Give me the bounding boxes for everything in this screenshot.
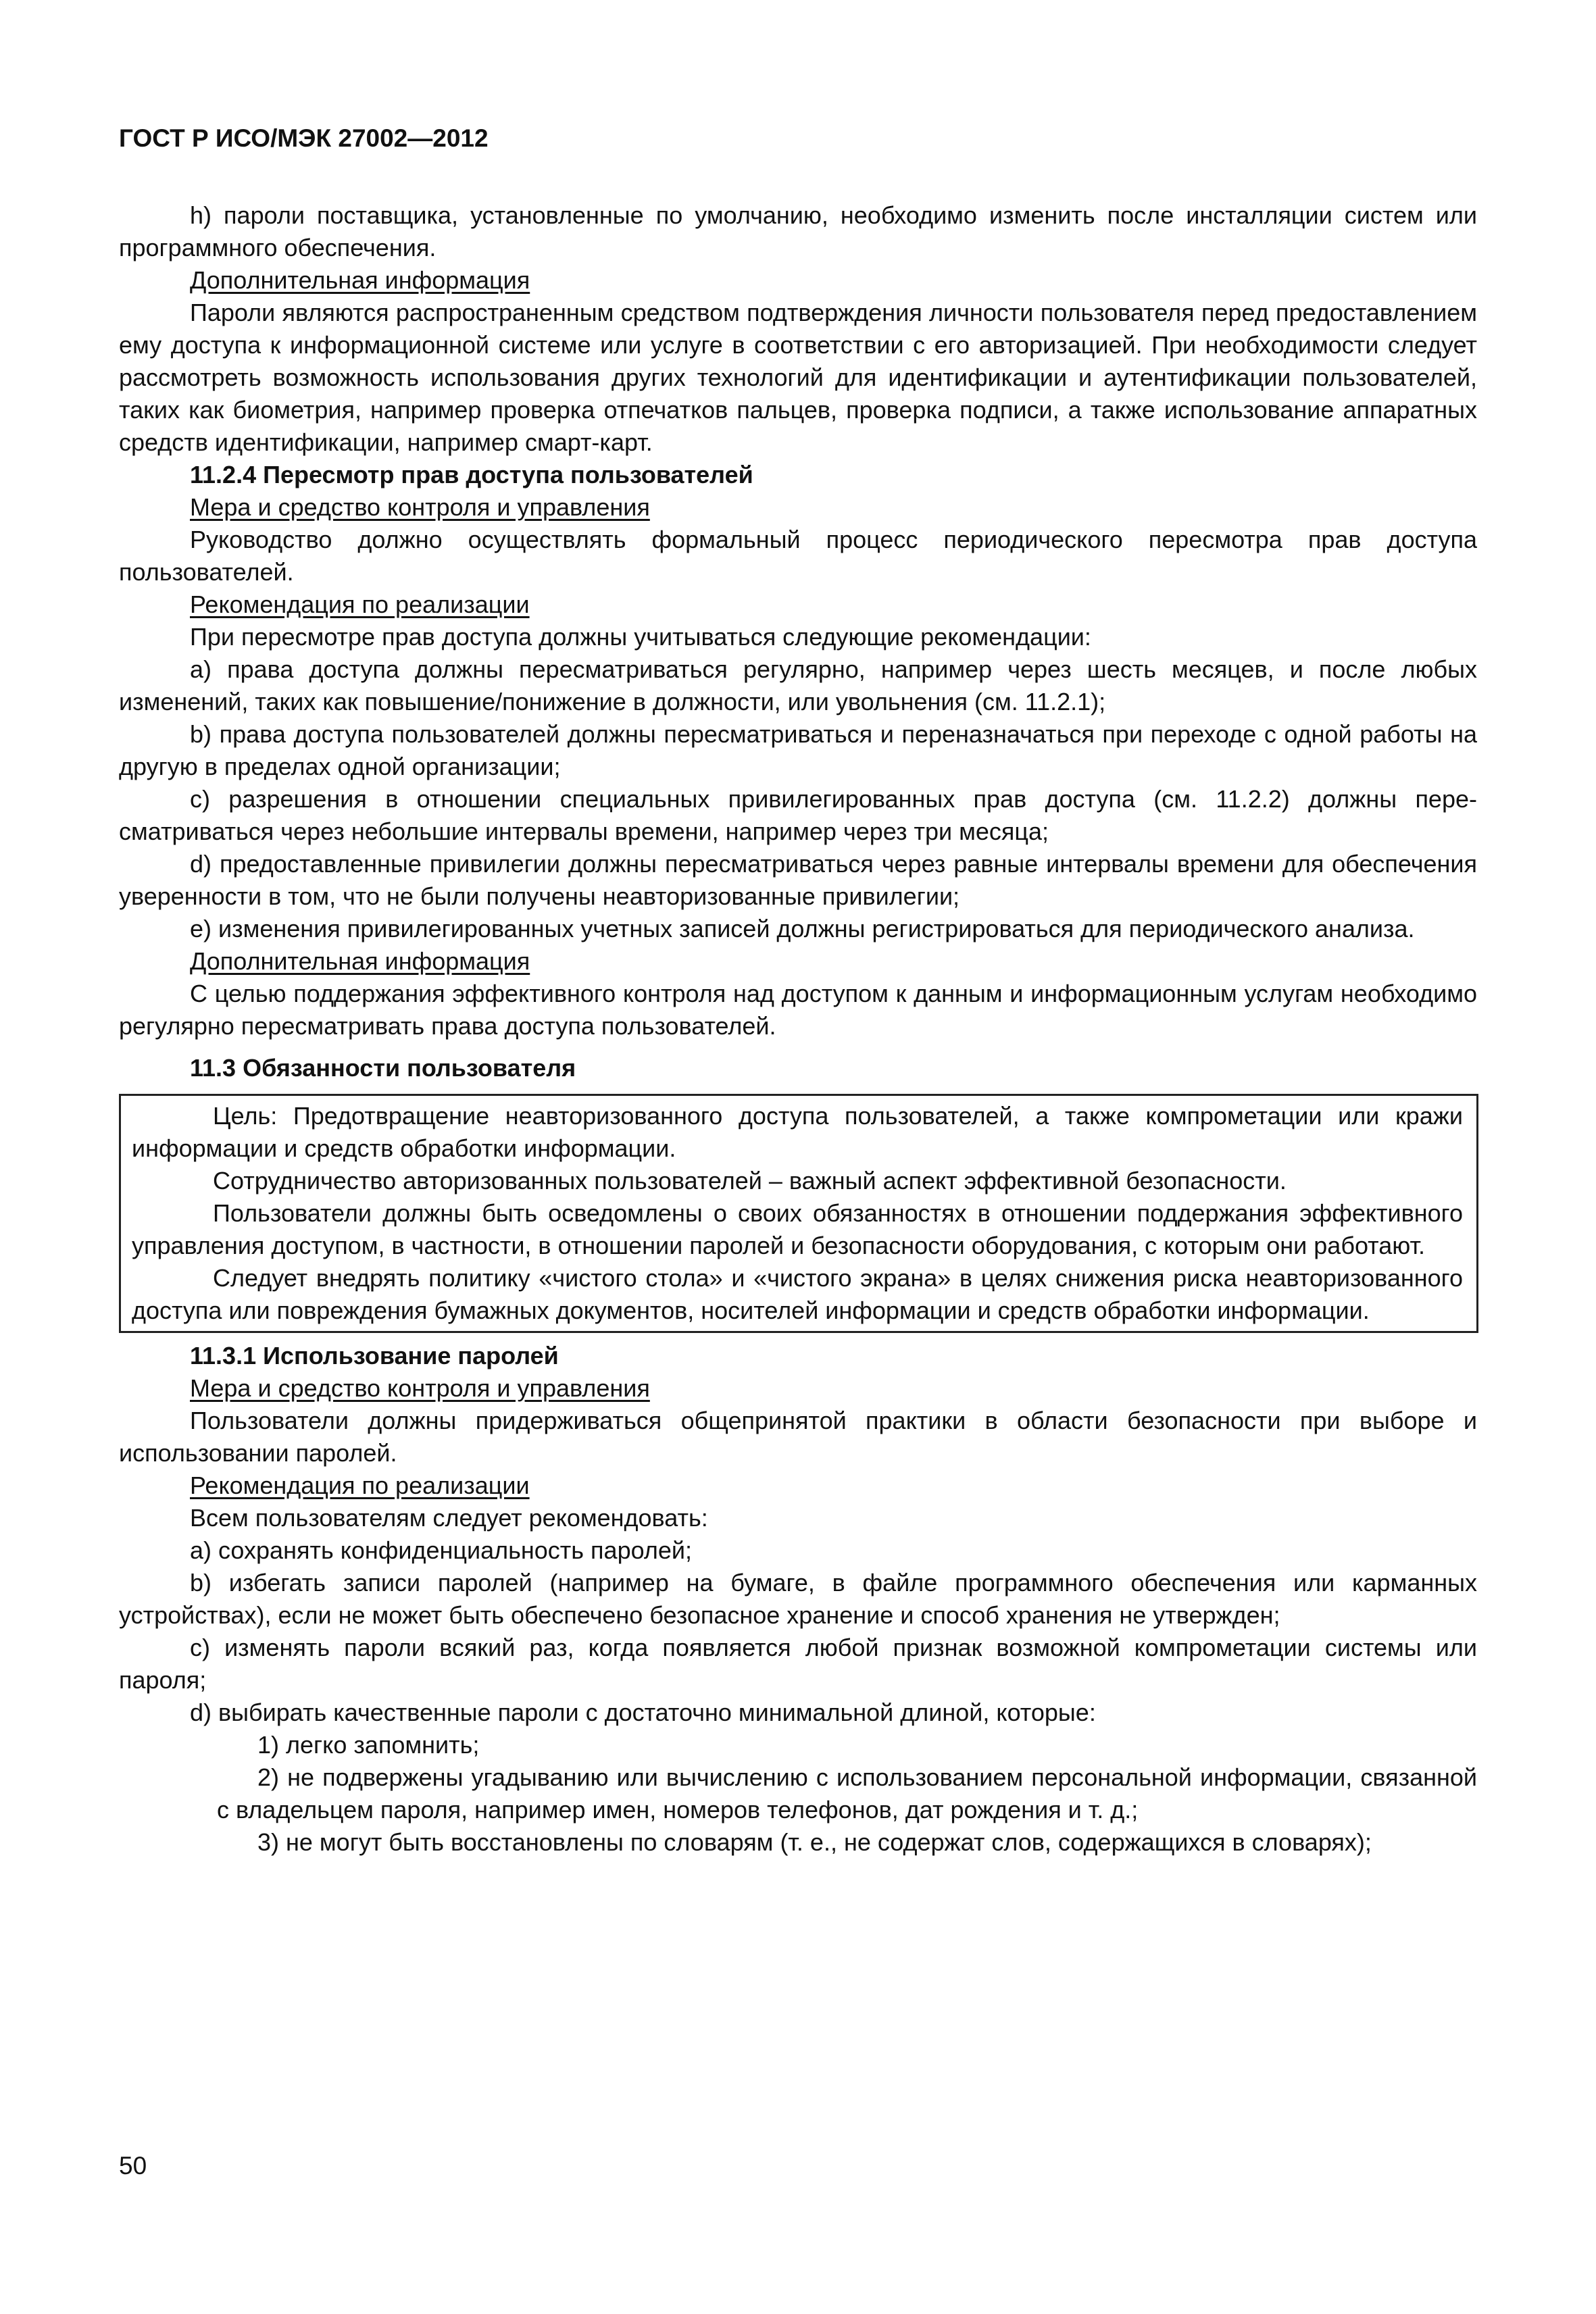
- box-paragraph-awareness: Пользователи должны быть осведомлены о своих обязанностях в отношении поддержания эффективного управления доступом, в частности, в отношении паролей и безопасности оборудования, с которым они работают.: [132, 1199, 1463, 1259]
- additional-info-label: [119, 945, 1477, 978]
- implementation-label-text: Рекомендация по реализации: [190, 590, 530, 618]
- paragraph-control-11-2-4: Руководство должно осуществлять формальный процесс периодического пересмотра прав доступа пользователей.: [119, 526, 1477, 586]
- section-heading-11-3-1: 11.3.1 Использование паролей: [190, 1342, 559, 1369]
- list-item-d: d) выбирать качественные пароли с достаточно минимальной длиной, которые:: [190, 1699, 1096, 1726]
- sublist-item-1: 1) легко запомнить;: [257, 1731, 480, 1759]
- section-heading-11-3: 11.3 Обязанности пользователя: [190, 1054, 576, 1082]
- box-paragraph-objective: Цель: Предотвращение неавторизованного доступа пользователей, а также компрометации или кражи информации и средств обработки информации.: [132, 1102, 1463, 1162]
- list-item-c: c) разрешения в отношении специальных привилегированных прав доступа (см. 11.2.2) должны пересматриваться через небольшие интервалы времени, например через три месяца;: [119, 785, 1477, 845]
- list-item-d: d) предоставленные привилегии должны пересматриваться через равные интервалы времени для обеспечения уверенности в том, что не были получены неавторизованные привилегии;: [119, 850, 1477, 910]
- objective-box: [119, 1094, 1478, 1333]
- control-label: [119, 1372, 1477, 1405]
- paragraph-item-h: h) пароли поставщика, установленные по умолчанию, необходимо изменить после инсталляции систем или программного обеспечения.: [119, 201, 1477, 261]
- list-item-b: b) избегать записи паролей (например на бумаге, в файле программного обеспечения или карманных устройствах), если не может быть обеспечено безопасное хранение и способ хранения не утвержден;: [119, 1569, 1477, 1629]
- additional-info-label-text: Дополнительная информация: [190, 266, 530, 294]
- sublist-item-2: 2) не подвержены угадыванию или вычислению с использованием персональной информации, связанной с владельцем пароля, например имен, номеров телефонов, дат рождения и т. д.;: [217, 1763, 1477, 1823]
- page-number: 50: [119, 2152, 147, 2180]
- paragraph-additional-info-1: Пароли являются распространенным средством подтверждения личности пользователя перед предоставлением ему доступа к информационной системе или услуге в соответствии с его авторизацией. При необходимости следует рассмотреть возможность использования других технологий для идентификации и аутентификации пользователей, таких как биометрия, например проверка отпечатков пальцев, проверка подписи, а также использование аппаратных средств идентификации, например смарт-карт.: [119, 299, 1477, 456]
- list-item-e: e) изменения привилегированных учетных записей должны регистрироваться для периодического анализа.: [190, 915, 1415, 942]
- list-item-a: a) сохранять конфиденциальность паролей;: [190, 1536, 692, 1564]
- document-header: ГОСТ Р ИСО/МЭК 27002—2012: [119, 124, 489, 152]
- additional-info-label: [119, 264, 1477, 297]
- control-label: [119, 491, 1477, 524]
- paragraph-control-11-3-1: Пользователи должны придерживаться общепринятой практики в области безопасности при выборе и использовании паролей.: [119, 1407, 1477, 1467]
- control-label-text: Мера и средство контроля и управления: [190, 1374, 650, 1402]
- list-item-a: a) права доступа должны пересматриваться регулярно, например через шесть месяцев, и после любых изменений, таких как повышение/понижение в должности, или увольнения (см. 11.2.1);: [119, 655, 1477, 715]
- paragraph-impl-intro-11-2-4: При пересмотре прав доступа должны учитываться следующие рекомендации:: [190, 623, 1091, 651]
- list-item-b: b) права доступа пользователей должны пересматриваться и переназначаться при переходе с одной работы на другую в пределах одной организации;: [119, 720, 1477, 780]
- implementation-label: [119, 588, 1477, 621]
- implementation-label: [119, 1469, 1477, 1502]
- section-heading-11-2-4: 11.2.4 Пересмотр прав доступа пользователей: [190, 461, 753, 488]
- box-paragraph-cooperation: Сотрудничество авторизованных пользователей – важный аспект эффективной безопасности.: [213, 1167, 1287, 1194]
- box-paragraph-clean-desk: Следует внедрять политику «чистого стола» и «чистого экрана» в целях снижения риска неавторизованного доступа или повреждения бумажных документов, носителей информации и средств обработки информации.: [132, 1264, 1463, 1324]
- list-item-c: c) изменять пароли всякий раз, когда появляется любой признак возможной компрометации системы или пароля;: [119, 1634, 1477, 1694]
- document-body: [119, 199, 1477, 1859]
- paragraph-impl-intro-11-3-1: Всем пользователям следует рекомендовать:: [190, 1504, 708, 1532]
- implementation-label-text: Рекомендация по реализации: [190, 1472, 530, 1499]
- control-label-text: Мера и средство контроля и управления: [190, 493, 650, 521]
- additional-info-label-text: Дополнительная информация: [190, 947, 530, 975]
- paragraph-additional-info-2: С целью поддержания эффективного контроля над доступом к данным и информационным услугам необходимо регулярно пересматривать права доступа пользователей.: [119, 980, 1477, 1040]
- sublist-item-3: 3) не могут быть восстановлены по словарям (т. е., не содержат слов, содержащихся в словарях);: [257, 1828, 1372, 1856]
